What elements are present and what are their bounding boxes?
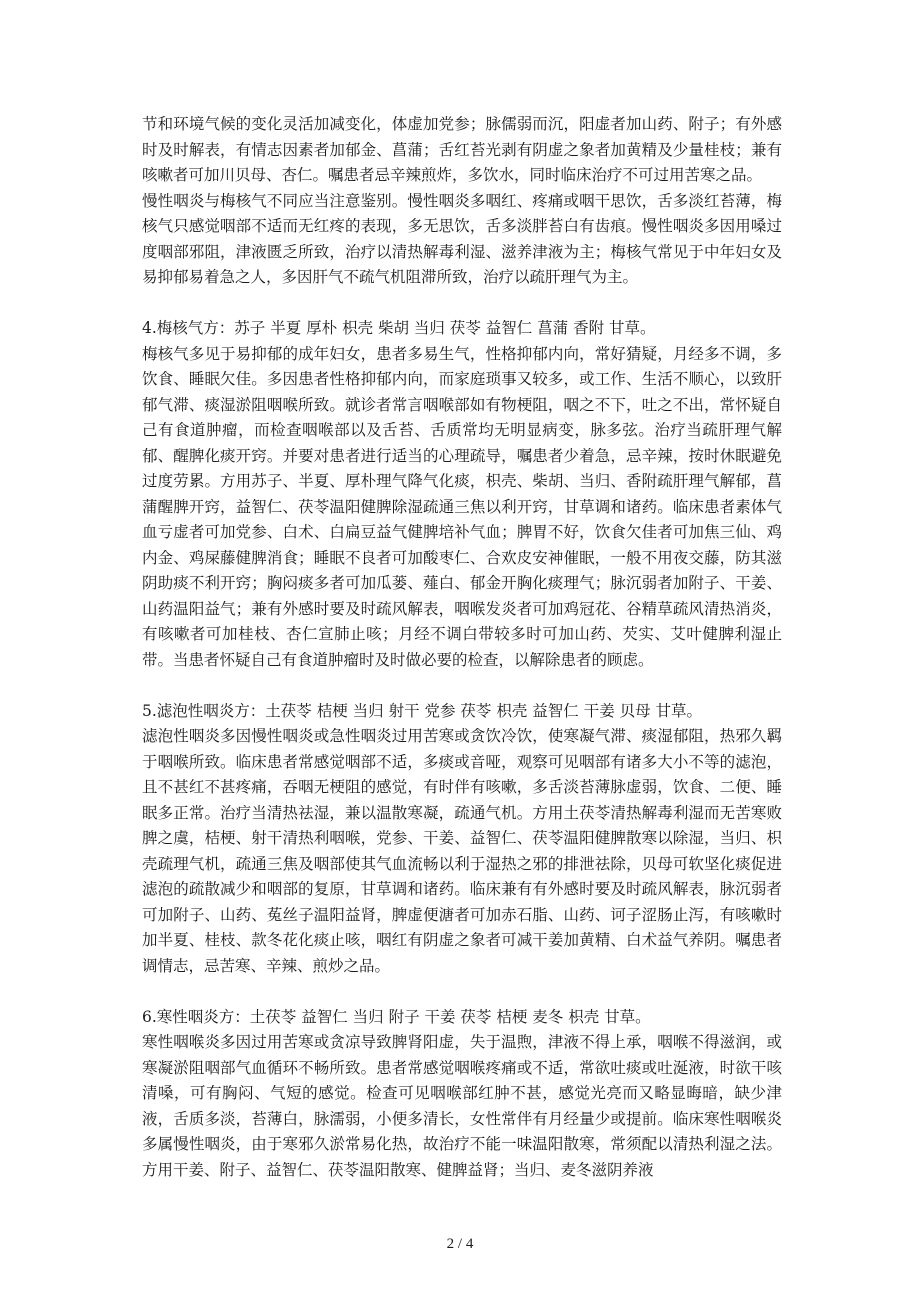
paragraph-spacer xyxy=(142,673,782,699)
page-content xyxy=(142,112,782,1183)
section-heading-4: 4.梅核气方：苏子 半夏 厚朴 枳壳 柴胡 当归 茯苓 益智仁 菖蒲 香附 甘草。 xyxy=(142,319,656,337)
page-number: 2 / 4 xyxy=(446,1236,474,1252)
section-heading-6: 6.寒性咽炎方：土茯苓 益智仁 当归 附子 干姜 茯苓 桔梗 麦冬 枳壳 甘草。 xyxy=(142,1007,651,1026)
intro-paragraph-2: 慢性咽炎与梅核气不同应当注意鉴别。慢性咽炎多咽红、疼痛或咽干思饮，舌多淡红苔薄，梅核气只感觉咽部不适而无红疼的表现，多无思饮，舌多淡胖苔白有齿痕。慢性咽炎多因用嗓过度咽部邪阻，津液匮乏所致，治疗以清热解毒利湿、滋养津液为主；梅核气常见于中年妇女及易抑郁易着急之人，多因肝气不疏气机阻滞所致，治疗以疏肝理气为主。 xyxy=(142,191,782,286)
paragraph-spacer xyxy=(142,291,782,317)
section-heading-5: 5.滤泡性咽炎方：土茯苓 桔梗 当归 射干 党参 茯苓 枳壳 益智仁 干姜 贝母 甘草。 xyxy=(142,701,703,720)
section-body-4: 梅核气多见于易抑郁的成年妇女，患者多易生气，性格抑郁内向，常好猜疑，月经多不调，多饮食、睡眠欠佳。多因患者性格抑郁内向，而家庭琐事又较多，或工作、生活不顺心，以致肝郁气滞、痰湿淤阻咽喉所致。就诊者常言咽喉部如有物梗阻，咽之不下，吐之不出，常怀疑自己有食道肿瘤，而检查咽喉部以及舌苔、舌质常均无明显病变，脉多弦。治疗当疏肝理气解郁、醒脾化痰开窍。并要对患者进行适当的心理疏导，嘱患者少着急，忌辛辣，按时休眠避免过度劳累。方用苏子、半夏、厚朴理气降气化痰，枳壳、柴胡、当归、香附疏肝理气解郁，菖蒲醒脾开窍，益智仁、茯苓温阳健脾除湿疏通三焦以利开窍，甘草调和诸药。临床患者素体气血亏虚者可加党参、白术、白扁豆益气健脾培补气血；脾胃不好，饮食欠佳者可加焦三仙、鸡内金、鸡屎藤健脾消食；睡眠不良者可加酸枣仁、合欢皮安神催眠，一般不用夜交藤，防其滋阴助痰不利开窍；胸闷痰多者可加瓜蒌、薤白、郁金开胸化痰理气；脉沉弱者加附子、干姜、山药温阳益气；兼有外感时要及时疏风解表，咽喉发炎者可加鸡冠花、谷精草疏风清热消炎，有咳嗽者可加桂枝、杏仁宣肺止咳；月经不调白带较多时可加山药、芡实、艾叶健脾利湿止带。当患者怀疑自己有食道肿瘤时及时做必要的检查，以解除患者的顾虑。 xyxy=(142,344,782,669)
intro-paragraph-1: 节和环境气候的变化灵活加减变化，体虚加党参；脉儒弱而沉，阳虚者加山药、附子；有外感时及时解表，有情志因素者加郁金、菖蒲；舌红苔光剥有阴虚之象者加黄精及少量桂枝；兼有咳嗽者可加川贝母、杏仁。嘱患者忌辛辣煎炸，多饮水，同时临床治疗不可过用苦寒之品。 xyxy=(142,115,782,184)
section-body-6: 寒性咽喉炎多因过用苦寒或贪凉导致脾肾阳虚，失于温煦，津液不得上承，咽喉不得滋润，或寒凝淤阻咽部气血循环不畅所致。患者常感觉咽喉疼痛或不适，常欲吐痰或吐涎液，时欲干咳清嗓，可有胸闷、气短的感觉。检查可见咽喉部红肿不甚，感觉光亮而又略显晦暗，缺少津液，舌质多淡，苔薄白，脉濡弱，小便多清长，女性常伴有月经量少或提前。临床寒性咽喉炎多属慢性咽炎，由于寒邪久淤常易化热，故治疗不能一味温阳散寒，常须配以清热利湿之法。方用干姜、附子、益智仁、茯苓温阳散寒、健脾益肾；当归、麦冬滋阴养液 xyxy=(142,1033,782,1179)
section-body-5: 滤泡性咽炎多因慢性咽炎或急性咽炎过用苦寒或贪饮冷饮，使寒凝气滞、痰湿郁阻，热邪久羁于咽喉所致。临床患者常感觉咽部不适，多痰或音哑，观察可见咽部有诸多大小不等的滤泡，且不甚红不甚疼痛，吞咽无梗阻的感觉，有时伴有咳嗽，多舌淡苔薄脉虚弱，饮食、二便、睡眠多正常。治疗当清热祛湿，兼以温散寒凝，疏通气机。方用土茯苓清热解毒利湿而无苦寒败脾之虞，桔梗、射干清热利咽喉，党参、干姜、益智仁、茯苓温阳健脾散寒以除湿，当归、枳壳疏理气机，疏通三焦及咽部使其气血流畅以利于湿热之邪的排泄祛除，贝母可软坚化痰促进滤泡的疏散减少和咽部的复原，甘草调和诸药。临床兼有有外感时要及时疏风解表，脉沉弱者可加附子、山药、菟丝子温阳益肾，脾虚便溏者可加赤石脂、山药、诃子涩肠止泻，有咳嗽时加半夏、桂枝、款冬花化痰止咳，咽红有阴虚之象者可减干姜加黄精、白术益气养阴。嘱患者调情志，忌苦寒、辛辣、煎炒之品。 xyxy=(142,727,782,975)
paragraph-spacer xyxy=(142,979,782,1005)
